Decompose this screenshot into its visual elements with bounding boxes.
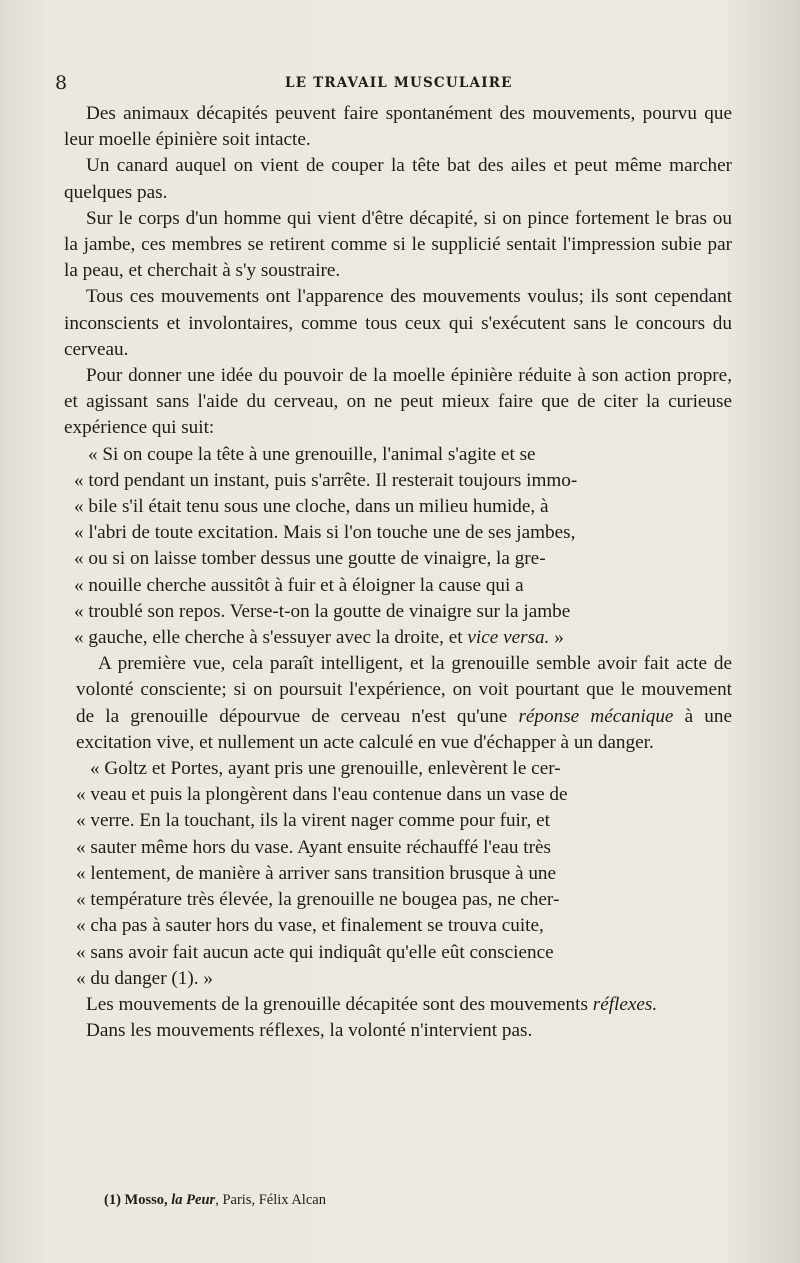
paragraph: Dans les mouvements réflexes, la volonté n'intervient pas.	[86, 1020, 533, 1042]
quote-line: « bile s'il était tenu sous une cloche, dans un milieu humide, à	[74, 496, 549, 518]
quote-line: « verre. En la touchant, ils la virent nager comme pour fuir, et	[76, 810, 550, 832]
running-head: LE TRAVAIL MUSCULAIRE	[285, 75, 513, 91]
quote-line: « Si on coupe la tête à une grenouille, l'animal s'agite et se	[88, 443, 536, 465]
footnote-publisher: , Paris, Félix Alcan	[215, 1192, 326, 1208]
paragraph: Sur le corps d'un homme qui vient d'être décapité, si on pince fortement le bras ou la jambe, ces membres se retirent comme si le supplicié sentait l'impression subie par la peau, et cherchait à s'y soustraire.	[64, 207, 732, 282]
indented-section	[64, 651, 732, 992]
quote-line: « ou si on laisse tomber dessus une goutte de vinaigre, la gre-	[74, 548, 546, 570]
paragraph: Tous ces mouvements ont l'apparence des mouvements voulus; ils sont cependant inconscients et involontaires, comme tous ceux qui s'exécutent sans le concours du cerveau.	[64, 286, 732, 360]
quote-line: « veau et puis la plongèrent dans l'eau contenue dans un vase de	[76, 784, 568, 806]
body-text	[64, 101, 732, 1044]
quote-line: « tord pendant un instant, puis s'arrête. Il resterait toujours immo-	[74, 469, 578, 491]
quote-line: « l'abri de toute excitation. Mais si l'on touche une de ses jambes,	[74, 522, 576, 544]
quote-line: « sauter même hors du vase. Ayant ensuite réchauffé l'eau très	[76, 836, 551, 858]
quote-line	[74, 625, 732, 651]
footnote-author: Mosso,	[124, 1192, 168, 1208]
quote-emphasis: vice versa.	[467, 627, 550, 649]
paragraph	[64, 992, 732, 1018]
page-number: 8	[55, 72, 68, 94]
quote-line: « lentement, de manière à arriver sans transition brusque à une	[76, 862, 557, 884]
paragraph: Des animaux décapités peuvent faire spontanément des mouvements, pourvu que leur moelle épinière soit intacte.	[64, 103, 732, 151]
quote-block-2	[76, 756, 732, 992]
quote-line: « nouille cherche aussitôt à fuir et à éloigner la cause qui a	[74, 574, 524, 596]
paragraph: Pour donner une idée du pouvoir de la moelle épinière réduite à son action propre, et agissant sans l'aide du cerveau, on ne peut mieux faire que de citer la curieuse expérience qui suit:	[64, 365, 732, 439]
quote-line: « sans avoir fait aucun acte qui indiquât qu'elle eût conscience	[76, 941, 554, 963]
footnote-title: la Peur	[171, 1192, 216, 1208]
quote-block-1	[64, 442, 732, 652]
emphasis: réponse mécanique	[518, 705, 674, 727]
paragraph-text: à une excitation vive, et nullement un acte calculé en vue d'échapper à un danger.	[76, 705, 732, 753]
paragraph	[76, 651, 732, 756]
paragraph-text: A première vue, cela paraît intelligent, et la grenouille semble avoir fait acte de volonté consciente; si on poursuit l'expérience, on voit pourtant que le mouvement de la grenouille dépourvue de cerveau n'est qu'une	[76, 653, 732, 727]
quote-line-text: « gauche, elle cherche à s'essuyer avec la droite, et	[74, 627, 468, 649]
quote-close: »	[549, 627, 564, 649]
footnote-number: (1)	[104, 1192, 121, 1208]
paragraph: Un canard auquel on vient de couper la tête bat des ailes et peut même marcher quelques pas.	[64, 155, 732, 203]
emphasis: réflexes.	[592, 993, 658, 1015]
quote-line: « Goltz et Portes, ayant pris une grenouille, enlevèrent le cer-	[90, 758, 561, 780]
footnote	[104, 1192, 326, 1209]
quote-line: « température très élevée, la grenouille ne bougea pas, ne cher-	[76, 889, 560, 911]
quote-line: « troublé son repos. Verse-t-on la goutte de vinaigre sur la jambe	[74, 600, 571, 622]
quote-line: « du danger (1). »	[76, 967, 213, 989]
paragraph-text: Les mouvements de la grenouille décapitée sont des mouvements	[86, 993, 593, 1015]
page-header	[55, 72, 745, 96]
quote-line: « cha pas à sauter hors du vase, et finalement se trouva cuite,	[76, 915, 544, 937]
